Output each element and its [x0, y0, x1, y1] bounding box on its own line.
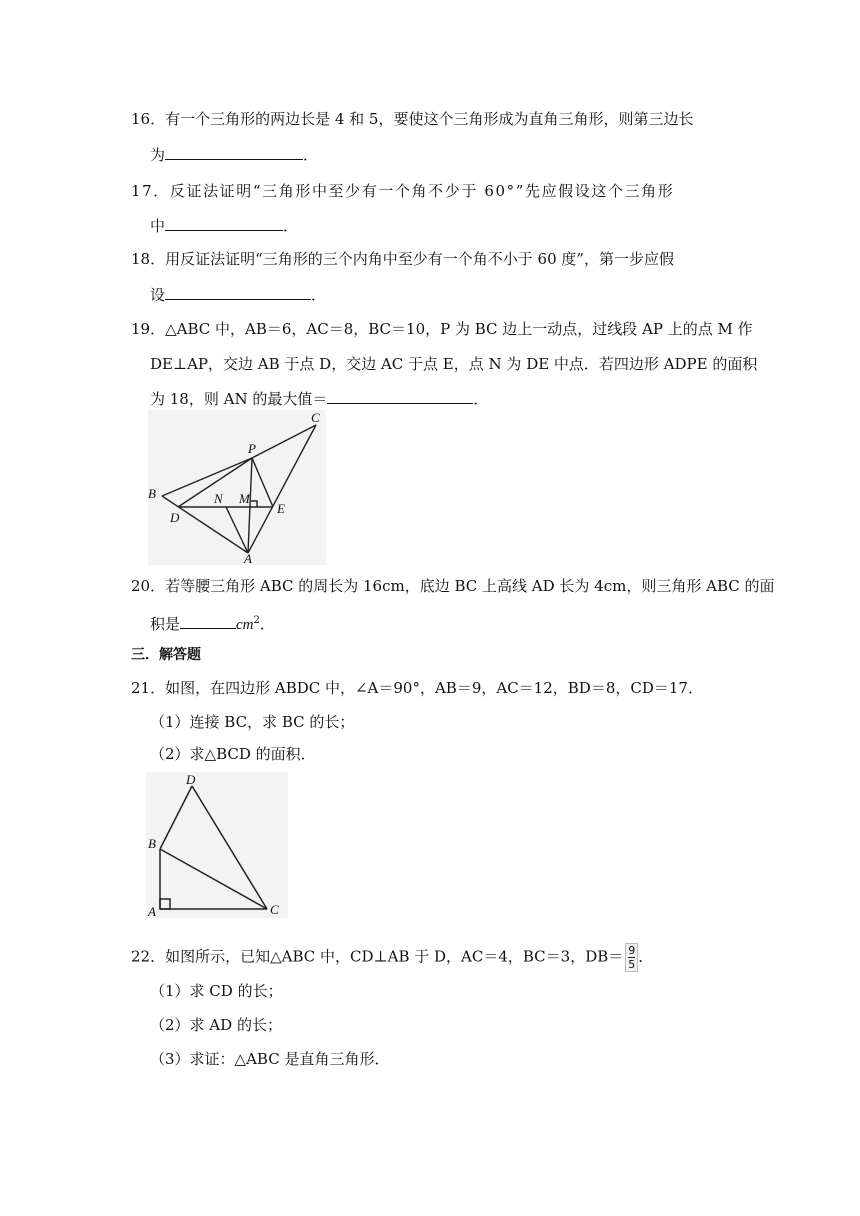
answer-blank-16[interactable] [165, 145, 303, 160]
q22-part3: （3）求证：△ABC 是直角三角形． [150, 1050, 390, 1068]
section-heading: 三．解答题 [131, 647, 201, 663]
q19-figure [148, 410, 326, 565]
q18-line1: 18．用反证法证明“三角形的三个内角中至少有一个角不小于 60 度”，第一步应假 [131, 250, 675, 268]
q21-part2: （2）求△BCD 的面积． [150, 745, 316, 763]
q22-part1: （1）求 CD 的长； [150, 982, 283, 1000]
label-D: D [170, 510, 180, 525]
q19-line1: 19．△ABC 中，AB＝6，AC＝8，BC＝10，P 为 BC 边上一动点，过线段 AP 上的点 M 作 [131, 320, 753, 338]
q18-line2: 设 ． [150, 286, 327, 304]
q21-line1: 21．如图，在四边形 ABDC 中，∠A＝90°，AB＝9，AC＝12，BD＝8，CD＝17． [131, 679, 703, 697]
q20-line2: 积是 $cm^2$． [150, 615, 275, 633]
label-C: C [311, 410, 320, 425]
answer-blank-17[interactable] [165, 216, 283, 231]
label-C: C [270, 902, 279, 917]
label-A: A [244, 551, 252, 565]
answer-blank-19[interactable] [327, 389, 473, 404]
label-M: M [239, 491, 250, 506]
q17-line1: 17．反证法证明“三角形中至少有一个角不少于 60°”先应假设这个三角形 [131, 182, 675, 200]
label-B: B [148, 836, 156, 851]
q16-line1: 16．有一个三角形的两边长是 4 和 5，要使这个三角形成为直角三角形，则第三边长 [131, 110, 694, 128]
label-A: A [148, 904, 156, 918]
q19-line3: 为 18，则 AN 的最大值＝ ． [150, 390, 489, 408]
label-D: D [186, 772, 196, 787]
q17-line2: 中 ． [150, 217, 299, 235]
label-P: P [248, 441, 256, 456]
label-B: B [148, 486, 156, 501]
answer-blank-20[interactable] [180, 614, 236, 629]
q21-part1: （1）连接 BC，求 BC 的长； [150, 713, 355, 731]
label-E: E [277, 501, 285, 516]
q16-line2: 为 ． [150, 146, 319, 164]
answer-blank-18[interactable] [165, 285, 311, 300]
q21-figure [146, 772, 288, 918]
label-N: N [214, 491, 223, 506]
q20-line1: 20．若等腰三角形 ABC 的周长为 16cm，底边 BC 上高线 AD 长为 4cm，则三角形 ABC 的面 [131, 577, 775, 595]
q22-part2: （2）求 AD 的长； [150, 1016, 282, 1034]
q19-line2: DE⊥AP，交边 AB 于点 D，交边 AC 于点 E，点 N 为 DE 中点．若四边形 ADPE 的面积 [150, 355, 758, 373]
fraction-9-5: $\frac{9}{5}$ [625, 943, 638, 972]
q22-line1: 22．如图所示，已知△ABC 中，CD⊥AB 于 D，AC＝4，BC＝3，DB＝ $\frac{9}{5}$ ． [131, 944, 654, 971]
